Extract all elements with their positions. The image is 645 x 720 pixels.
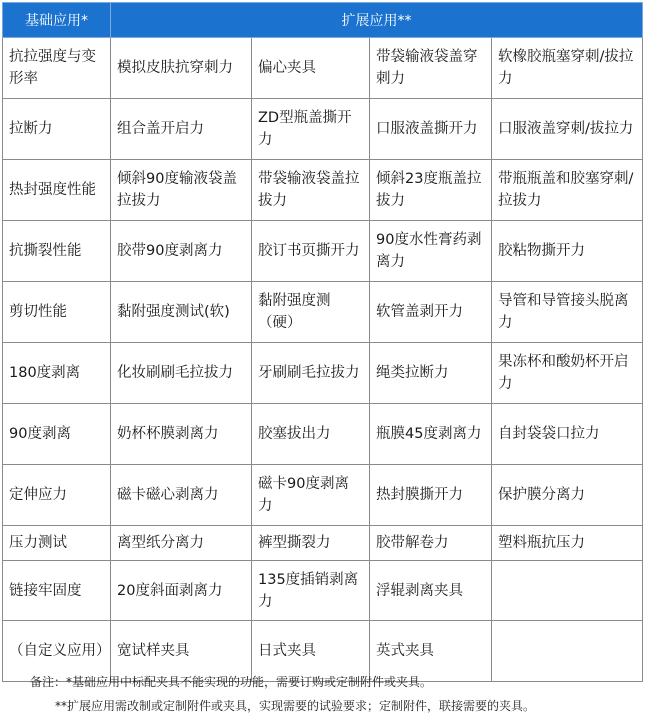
table-cell: 磁卡90度剥离力: [252, 465, 370, 526]
table-cell: 带袋输液袋盖穿刺力: [370, 38, 492, 99]
table-cell: 带瓶瓶盖和胶塞穿刺/拉拔力: [492, 160, 643, 221]
table-cell: 胶带90度剥离力: [111, 221, 252, 282]
table-cell: 模拟皮肤抗穿刺力: [111, 38, 252, 99]
table-row: [3, 99, 643, 160]
table-row: [3, 343, 643, 404]
table-cell: 牙刷刷毛拉拔力: [252, 343, 370, 404]
table-cell: 倾斜90度输液袋盖拉拔力: [111, 160, 252, 221]
table-cell: 胶粘物撕开力: [492, 221, 643, 282]
table-row: [3, 282, 643, 343]
footnotes: [30, 670, 535, 718]
table-cell: 软橡胶瓶塞穿刺/拔拉力: [492, 38, 643, 99]
table-cell: 黏附强度测试(软): [111, 282, 252, 343]
table-row: [3, 465, 643, 526]
header-basic: 基础应用*: [3, 3, 111, 38]
table-cell: 135度插销剥离力: [252, 561, 370, 621]
table-cell: 果冻杯和酸奶杯开启力: [492, 343, 643, 404]
table-cell: 保护膜分离力: [492, 465, 643, 526]
table-cell: 压力测试: [3, 526, 111, 561]
table-row: [3, 561, 643, 621]
table-cell: 抗撕裂性能: [3, 221, 111, 282]
table-cell: 软管盖剥开力: [370, 282, 492, 343]
table-row: [3, 160, 643, 221]
table-cell: 180度剥离: [3, 343, 111, 404]
table-cell: 绳类拉断力: [370, 343, 492, 404]
table-cell: 裤型撕裂力: [252, 526, 370, 561]
table-cell: 磁卡磁心剥离力: [111, 465, 252, 526]
table-header-row: [3, 3, 643, 38]
table-cell: 离型纸分离力: [111, 526, 252, 561]
table-cell: [492, 561, 643, 621]
header-extended: 扩展应用**: [111, 3, 643, 38]
table-cell: 链接牢固度: [3, 561, 111, 621]
table-cell: 组合盖开启力: [111, 99, 252, 160]
table-cell: 英式夹具: [370, 621, 492, 682]
table-cell: 倾斜23度瓶盖拉拔力: [370, 160, 492, 221]
table-cell: 胶订书页撕开力: [252, 221, 370, 282]
table-cell: （自定义应用）: [3, 621, 111, 682]
table-cell: 瓶膜45度剥离力: [370, 404, 492, 465]
table-cell: 日式夹具: [252, 621, 370, 682]
table-cell: 塑料瓶抗压力: [492, 526, 643, 561]
table-cell: 抗拉强度与变形率: [3, 38, 111, 99]
table-cell: 黏附强度测（硬）: [252, 282, 370, 343]
table-row: [3, 38, 643, 99]
table-cell: 宽试样夹具: [111, 621, 252, 682]
table-cell: 导管和导管接头脱离力: [492, 282, 643, 343]
table-row: [3, 404, 643, 465]
table-row: [3, 221, 643, 282]
table-cell: 定伸应力: [3, 465, 111, 526]
table-cell: 胶塞拔出力: [252, 404, 370, 465]
table-cell: 口服液盖穿刺/拔拉力: [492, 99, 643, 160]
table-cell: 拉断力: [3, 99, 111, 160]
table-cell: 剪切性能: [3, 282, 111, 343]
table-cell: 胶带解卷力: [370, 526, 492, 561]
footnote-extended: **扩展应用需改制或定制附件或夹具，实现需要的试验要求；定制附件，联接需要的夹具。: [55, 699, 536, 713]
table-cell: 90度剥离: [3, 404, 111, 465]
table-cell: 自封袋袋口拉力: [492, 404, 643, 465]
table-cell: 口服液盖撕开力: [370, 99, 492, 160]
table-cell: 化妆刷刷毛拉拔力: [111, 343, 252, 404]
application-table: [2, 2, 643, 682]
table-cell: 浮辊剥离夹具: [370, 561, 492, 621]
table-cell: 热封强度性能: [3, 160, 111, 221]
table-cell: 20度斜面剥离力: [111, 561, 252, 621]
table-row: [3, 526, 643, 561]
table-cell: ZD型瓶盖撕开力: [252, 99, 370, 160]
table-cell: 热封膜撕开力: [370, 465, 492, 526]
footnote-basic: 备注：*基础应用中标配夹具不能实现的功能，需要订购或定制附件或夹具。: [30, 675, 433, 689]
table-cell: 90度水性膏药剥离力: [370, 221, 492, 282]
table-cell: 奶杯杯膜剥离力: [111, 404, 252, 465]
table-cell: 带袋输液袋盖拉拔力: [252, 160, 370, 221]
table-cell: 偏心夹具: [252, 38, 370, 99]
